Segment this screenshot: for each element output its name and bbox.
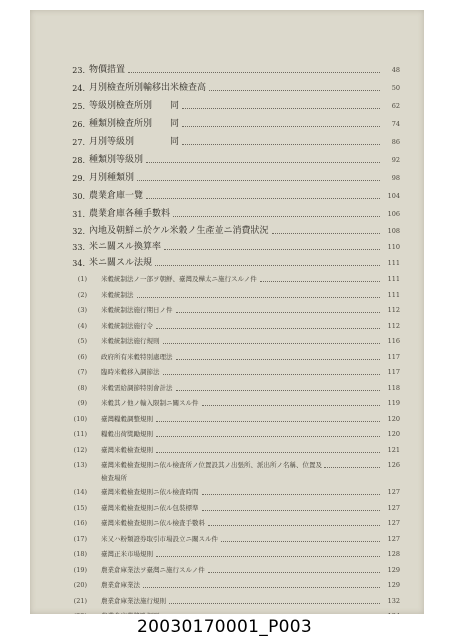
entry-title: 種類別等級別 xyxy=(89,155,144,165)
subentry-page: 132 xyxy=(387,596,400,605)
subentry-title: 米穀統制法施行令 xyxy=(101,321,153,330)
entry-number: 33. xyxy=(72,243,85,252)
subentry-number: (11) xyxy=(73,430,87,438)
toc-subentry xyxy=(30,502,424,515)
subentry-page: 118 xyxy=(387,383,400,392)
toc-subentry xyxy=(30,289,424,302)
toc-entry xyxy=(30,82,424,95)
entry-number: 30. xyxy=(72,192,85,201)
subentry-title: 米穀統制法 xyxy=(101,290,134,299)
subentry-page: 120 xyxy=(387,414,400,423)
dot-leader xyxy=(209,90,380,91)
subentry-page: 117 xyxy=(387,352,400,361)
entry-title: 米ニ關スル法規 xyxy=(89,258,153,268)
dot-leader xyxy=(176,390,380,391)
subentry-number: (16) xyxy=(73,519,87,527)
entry-title: 等級別檢查所別 同 xyxy=(89,101,180,111)
subentry-title: 米穀統制法施行規則 xyxy=(101,337,160,345)
subentry-title: 臨時米穀移入調節法 xyxy=(101,368,160,376)
dot-leader xyxy=(182,108,380,109)
dot-leader xyxy=(208,572,380,573)
toc-subentry xyxy=(30,397,424,410)
scanned-page xyxy=(30,10,424,614)
entry-page: 104 xyxy=(387,192,400,200)
toc-subentry xyxy=(30,579,424,592)
entry-page: 92 xyxy=(391,156,400,164)
dot-leader xyxy=(156,328,380,329)
toc-subentry xyxy=(30,595,424,608)
subentry-title: 臺灣米穀檢查規則 xyxy=(101,445,153,454)
dot-leader xyxy=(156,421,380,422)
subentry-number: (21) xyxy=(73,596,87,605)
entry-number: 27. xyxy=(72,138,85,147)
subentry-title: 糧穀出荷獎勵規則 xyxy=(101,430,153,438)
subentry-number: (2) xyxy=(77,290,87,299)
subentry-number: (19) xyxy=(73,565,87,574)
subentry-number: (18) xyxy=(73,550,87,558)
toc-subentry xyxy=(30,304,424,317)
toc-subentry xyxy=(30,273,424,286)
dot-leader xyxy=(137,180,380,181)
entry-page: 111 xyxy=(387,259,400,267)
toc-entry xyxy=(30,118,424,131)
subentry-page: 126 xyxy=(387,461,400,469)
subentry-number: (12) xyxy=(73,445,87,454)
subentry-number: (3) xyxy=(77,306,87,314)
dot-leader xyxy=(155,265,380,266)
dot-leader xyxy=(173,216,380,217)
dot-leader xyxy=(182,126,380,127)
entry-title: 月別檢查所別輸移出米檢查高 xyxy=(89,83,207,93)
entry-number: 31. xyxy=(72,210,85,219)
toc-entry xyxy=(30,241,424,254)
dot-leader xyxy=(221,541,380,542)
subentry-number: (20) xyxy=(73,581,87,589)
toc-entry xyxy=(30,257,424,270)
subentry-page: 116 xyxy=(387,337,400,345)
entry-page: 106 xyxy=(387,210,400,218)
entry-title: 農業倉庫各種手數料 xyxy=(89,209,171,219)
subentry-title: 臺灣糧穀調整規則 xyxy=(101,414,153,423)
subentry-number: (4) xyxy=(77,321,87,330)
subentry-page: 127 xyxy=(387,519,400,527)
subentry-page: 119 xyxy=(387,399,400,407)
entry-page: 62 xyxy=(391,102,400,110)
entry-number: 28. xyxy=(72,156,85,165)
entry-title: 月別等級別 同 xyxy=(89,137,180,147)
toc-subentry xyxy=(30,351,424,364)
subentry-title: 農業倉庫業法ヲ臺灣ニ施行スルノ件 xyxy=(101,565,205,574)
toc-entry xyxy=(30,225,424,238)
dot-leader xyxy=(164,249,380,250)
subentry-page: 127 xyxy=(387,488,400,496)
subentry-page: 111 xyxy=(387,290,400,299)
subentry-page: 128 xyxy=(387,550,400,558)
entry-number: 32. xyxy=(72,227,85,236)
subentry-title: 米穀統制法施行期日ノ件 xyxy=(101,306,173,314)
toc-subentry xyxy=(30,413,424,426)
image-id-caption: 20030170001_P003 xyxy=(0,614,449,640)
toc-entry xyxy=(30,208,424,221)
toc-entry xyxy=(30,190,424,203)
subentry-title: 政府所有米穀特別處理法 xyxy=(101,352,173,361)
subentry-number: (8) xyxy=(77,383,87,392)
subentry-title: 臺灣米穀檢查規則ニ依ル檢査時間 xyxy=(101,488,199,496)
toc-subentry xyxy=(30,517,424,530)
entry-page: 108 xyxy=(387,227,400,235)
entry-title: 米ニ關スル換算率 xyxy=(89,242,162,252)
dot-leader xyxy=(146,198,380,199)
subentry-page: 117 xyxy=(387,368,400,376)
dot-leader xyxy=(208,525,380,526)
dot-leader xyxy=(128,72,380,73)
entry-page: 50 xyxy=(391,84,400,92)
subentry-title: 農業倉庫業法 xyxy=(101,581,140,589)
toc-entry xyxy=(30,136,424,149)
subentry-title: 米又ハ粉類證券取引市場設立ニ關スル件 xyxy=(101,534,218,543)
dot-leader xyxy=(163,343,380,344)
dot-leader xyxy=(137,297,380,298)
dot-leader xyxy=(202,510,380,511)
toc-entry xyxy=(30,64,424,77)
dot-leader xyxy=(156,556,380,557)
subentry-page: 129 xyxy=(387,565,400,574)
entry-title: 農業倉庫一覽 xyxy=(89,191,144,201)
toc-subentry xyxy=(30,486,424,499)
subentry-number: (15) xyxy=(73,503,87,512)
toc-entry xyxy=(30,100,424,113)
toc-subentry xyxy=(30,366,424,379)
subentry-page: 127 xyxy=(387,503,400,512)
subentry-page: 111 xyxy=(387,275,400,283)
subentry-page: 112 xyxy=(387,321,400,330)
dot-leader xyxy=(169,603,380,604)
entry-page: 74 xyxy=(391,120,400,128)
dot-leader xyxy=(324,467,380,468)
dot-leader xyxy=(156,452,380,453)
dot-leader xyxy=(176,312,380,313)
toc-entry xyxy=(30,172,424,185)
toc-subentry xyxy=(30,533,424,546)
subentry-page: 127 xyxy=(387,534,400,543)
subentry-title: 米穀統制法ノ一部ヲ朝鮮、臺灣及樺太ニ施行スルノ件 xyxy=(101,275,257,283)
entry-page: 98 xyxy=(391,174,400,182)
dot-leader xyxy=(202,405,380,406)
subentry-title: 臺灣米穀檢查規則ニ依ル檢査所ノ位置設其ノ出張所、派出所ノ名稱、位置及 xyxy=(101,461,322,469)
toc-subentry xyxy=(30,444,424,457)
subentry-number: (9) xyxy=(77,399,87,407)
subentry-title-continued: 檢查場所 xyxy=(101,474,127,482)
subentry-title: 臺灣米穀檢查規則ニ依ル檢査手數料 xyxy=(101,519,205,527)
entry-page: 110 xyxy=(387,243,400,251)
subentry-title: 農業倉庫業法施行規則 xyxy=(101,596,166,605)
subentry-number: (5) xyxy=(77,337,87,345)
subentry-number: (6) xyxy=(77,352,87,361)
toc-entry xyxy=(30,154,424,167)
subentry-page: 121 xyxy=(387,445,400,454)
entry-number: 25. xyxy=(72,102,85,111)
dot-leader xyxy=(182,144,380,145)
entry-number: 24. xyxy=(72,84,85,93)
toc-subentry xyxy=(30,320,424,333)
entry-number: 29. xyxy=(72,174,85,183)
subentry-page: 129 xyxy=(387,581,400,589)
dot-leader xyxy=(146,162,380,163)
toc-subentry xyxy=(30,382,424,395)
toc-subentry xyxy=(30,428,424,441)
subentry-page: 120 xyxy=(387,430,400,438)
toc-subentry xyxy=(30,335,424,348)
entry-title: 內地及朝鮮ニ於ケル米穀ノ生產並ニ消費狀況 xyxy=(89,226,269,236)
subentry-title: 臺灣米穀檢查規則ニ依ル包裝標準 xyxy=(101,503,199,512)
dot-leader xyxy=(202,494,380,495)
toc-subentry xyxy=(30,548,424,561)
subentry-number: (17) xyxy=(73,534,87,543)
subentry-page: 112 xyxy=(387,306,400,314)
subentry-number: (1) xyxy=(77,275,87,283)
entry-page: 86 xyxy=(391,138,400,146)
dot-leader xyxy=(272,233,380,234)
entry-number: 34. xyxy=(72,259,85,268)
dot-leader xyxy=(143,587,380,588)
entry-number: 26. xyxy=(72,120,85,129)
dot-leader xyxy=(260,281,380,282)
subentry-number: (10) xyxy=(73,414,87,423)
entry-page: 48 xyxy=(391,66,400,74)
subentry-number: (13) xyxy=(73,461,87,469)
toc-subentry xyxy=(30,459,424,482)
entry-number: 23. xyxy=(72,66,85,75)
subentry-number: (7) xyxy=(77,368,87,376)
dot-leader xyxy=(156,436,380,437)
entry-title: 月別種類別 xyxy=(89,173,135,183)
subentry-number: (14) xyxy=(73,488,87,496)
dot-leader xyxy=(163,374,380,375)
entry-title: 種類別檢査所別 同 xyxy=(89,119,180,129)
subentry-title: 米穀需給調節特別會計法 xyxy=(101,383,173,392)
subentry-title: 臺灣正米市場規則 xyxy=(101,550,153,558)
dot-leader xyxy=(176,359,380,360)
toc-subentry xyxy=(30,564,424,577)
entry-title: 物價措置 xyxy=(89,65,126,75)
subentry-title: 米穀其ノ他ノ輸入限制ニ關スル件 xyxy=(101,399,199,407)
